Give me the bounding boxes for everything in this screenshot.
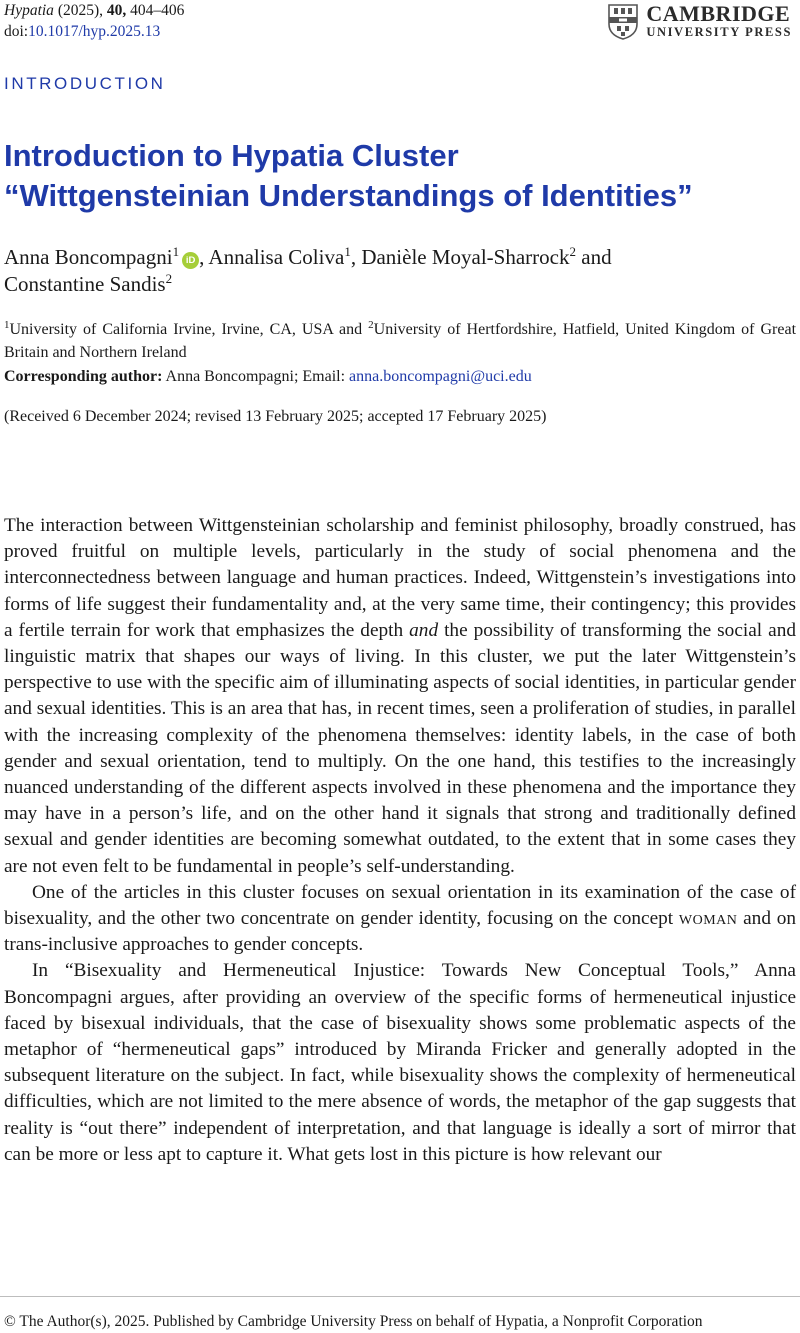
author-list: Anna Boncompagni$^1$iD , Annalisa Coliva$^1$, Danièle Moyal-Sharrock$^2$ and Constantine Sandis$^2$: [4, 244, 612, 296]
concept-term: woman: [678, 908, 738, 930]
affiliation-marker: 1: [344, 244, 351, 259]
journal-pages: 404–406: [130, 2, 185, 19]
affiliation-2: University of Hertfordshire, Hatfield, United Kingdom of Great Britain and Northern Ireland: [4, 321, 797, 361]
affiliation-conjunction: and: [339, 321, 363, 338]
cambridge-shield-icon: [608, 4, 638, 40]
body-paragraph: [4, 513, 796, 880]
author-conjunction: and: [581, 245, 612, 269]
paragraph-text: One of the articles in this cluster focuses on sexual orientation in its examination of the case of bisexuality, and the other two concentrate on gender identity, focusing on the concept: [4, 881, 796, 930]
corresponding-label: Corresponding author:: [4, 368, 163, 385]
affiliation-marker: 2: [165, 271, 173, 286]
copyright-footer: © The Author(s), 2025. Published by Cambridge University Press on behalf of Hypatia, a Nonprofit Corporation: [4, 1313, 703, 1330]
citation-line: [4, 0, 184, 21]
journal-name: Hypatia: [4, 2, 54, 19]
author-name: Danièle Moyal-Sharrock: [361, 245, 570, 269]
section-label: INTRODUCTION: [4, 74, 166, 93]
affiliation-marker: 2: [368, 319, 374, 331]
publisher-name: CAMBRIDGE: [646, 1, 791, 26]
author-name: Constantine Sandis: [4, 272, 166, 296]
body-paragraph: In “Bisexuality and Hermeneutical Injustice: Towards New Conceptual Tools,” Anna Boncompagni argues, after providing an overview of the specific forms of hermeneutical injustice faced by bisexual individuals, that the case of bisexuality shows some problematic aspects of the metaphor of “hermeneutical gaps” introduced by Miranda Fricker and generally adopted in the subsequent literature on the subject. In fact, while bisexuality shows the complexity of hermeneutical difficulties, which are not limited to the mere absence of words, the metaphor of the gap suggests that reality is “out there” independent of interpretation, and that language is ideally a sort of mirror that can be more or less apt to capture it. What gets lost in this picture is how relevant our: [4, 960, 796, 1165]
paragraph-text: and on trans-inclusive approaches to gender concepts.: [4, 908, 796, 956]
orcid-icon[interactable]: iD: [182, 252, 199, 269]
affiliations: [4, 318, 796, 364]
body-paragraph: [4, 880, 796, 959]
author-name: Annalisa Coliva: [208, 245, 345, 269]
corresponding-author: [4, 366, 532, 388]
paragraph-text: the possibility of transforming the social and linguistic matrix that shapes our ways of living. In this cluster, we put the later Wittgenstein’s perspective to use with the specific aim of illuminating aspects of social identities, in particular gender and sexual identities. This is an area that has, in recent times, seen a proliferation of studies, in parallel with the increasing complexity of the phenomena themselves: identity labels, in the case of both gender and sexual orientation, tend to multiply. On the one hand, this testifies to the increasingly nuanced understanding of the different aspects involved in these phenomena and the importance they may have in a person’s life, and on the other hand it signals that strong and traditionally defined sexual and gender identities are becoming somewhat outdated, to the extent that in some cases they are not even felt to be fundamental in people’s self-understanding.: [4, 619, 796, 877]
emphasis: and: [409, 619, 439, 641]
title-line-1: Introduction to Hypatia Cluster: [4, 138, 459, 173]
doi-link[interactable]: 10.1017/hyp.2025.13: [28, 23, 161, 40]
publisher-subtitle: UNIVERSITY PRESS: [646, 25, 792, 39]
doi-prefix: doi:: [4, 23, 29, 40]
paragraph-text: The interaction between Wittgensteinian scholarship and feminist philosophy, broadly construed, has proved fruitful on multiple levels, particularly in the study of social phenomena and the interconnectedness between language and human practices. Indeed, Wittgenstein’s investigations into forms of life suggest their fundamentality and, at the very same time, their contingency; this provides a fertile terrain for work that emphasizes the depth: [4, 515, 796, 641]
affiliation-marker: 2: [569, 244, 576, 259]
journal-year: (2025),: [57, 2, 104, 19]
doi-line: [4, 21, 184, 42]
article-body: [4, 513, 796, 1168]
footer-divider: [0, 1296, 800, 1297]
publisher-logo[interactable]: [608, 3, 792, 40]
article-title: [4, 136, 794, 216]
journal-volume: 40,: [106, 2, 127, 19]
affiliation-marker: 1: [4, 319, 10, 331]
citation-header: [4, 0, 184, 42]
email-link[interactable]: anna.boncompagni@uci.edu: [349, 368, 532, 385]
author-name: Anna Boncompagni: [4, 245, 173, 269]
title-line-2: “Wittgensteinian Understandings of Identities”: [4, 178, 693, 213]
affiliation-marker: 1: [172, 244, 180, 259]
affiliation-1: University of California Irvine, Irvine, CA, USA: [9, 321, 334, 338]
corresponding-name: Anna Boncompagni; Email:: [165, 368, 346, 385]
received-dates: (Received 6 December 2024; revised 13 February 2025; accepted 17 February 2025): [4, 408, 547, 425]
